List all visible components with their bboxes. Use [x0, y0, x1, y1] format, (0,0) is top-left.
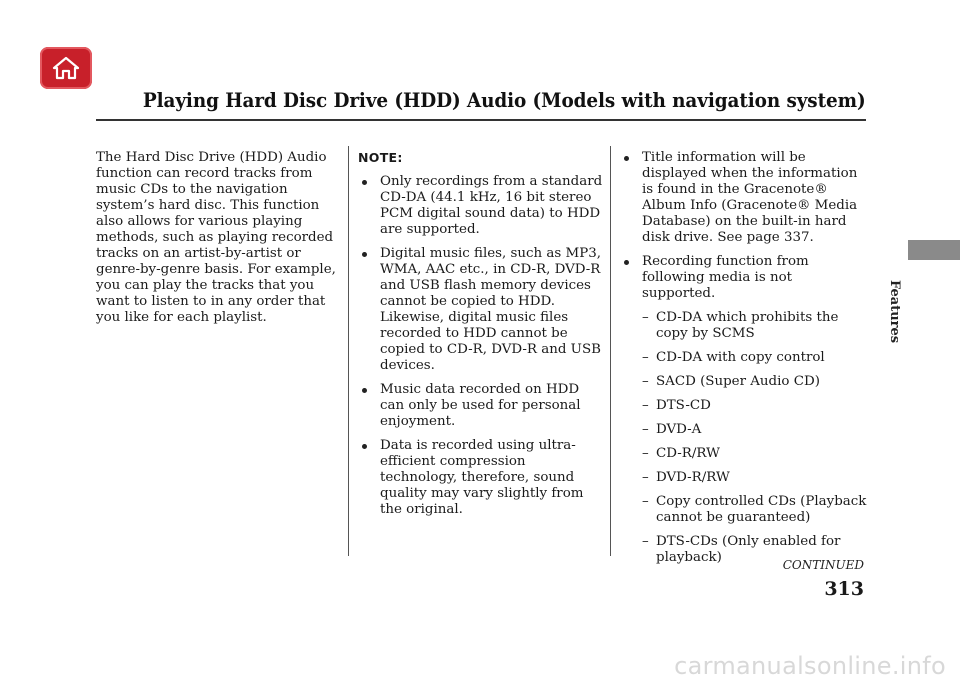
note-bullet: Digital music files, such as MP3, WMA, AAC etc., in CD-R, DVD-R and USB flash memory devices cannot be copied to HDD. Likewise, digital music files recorded to HDD cannot be copied to CD-R, DVD-R and USB devices.: [358, 246, 606, 374]
home-button[interactable]: [40, 47, 92, 89]
home-icon: [51, 55, 81, 81]
continued-label: CONTINUED: [782, 558, 864, 572]
page-number: 313: [824, 578, 864, 600]
section-tab-label: Features: [887, 280, 902, 344]
unsupported-media-item: – Copy controlled CDs (Playback cannot be guaranteed): [620, 494, 868, 526]
column-intro: [96, 150, 344, 326]
column-divider: [610, 146, 611, 556]
info-bullet: Recording function from following media is not supported.: [620, 254, 868, 302]
column-info: [620, 150, 868, 574]
header-rule: [96, 119, 866, 121]
note-bullet: Only recordings from a standard CD-DA (44.1 kHz, 16 bit stereo PCM digital sound data) to HDD are supported.: [358, 174, 606, 238]
section-tab[interactable]: [908, 240, 960, 260]
unsupported-media-item: – CD-DA which prohibits the copy by SCMS: [620, 310, 868, 342]
unsupported-media-item: – CD-DA with copy control: [620, 350, 868, 366]
intro-paragraph: The Hard Disc Drive (HDD) Audio function can record tracks from music CDs to the navigation system’s hard disc. This function also allows for various playing methods, such as playing recorded tracks on an artist-by-artist or genre-by-genre basis. For example, you can play the tracks that you want to listen to in any order that you like for each playlist.: [96, 150, 336, 325]
column-notes: [358, 150, 606, 526]
unsupported-media-item: – SACD (Super Audio CD): [620, 374, 868, 390]
info-bullet: Title information will be displayed when the information is found in the Gracenote® Album Info (Gracenote® Media Database) on the built-in hard disk drive. See page 337.: [620, 150, 868, 246]
note-label: NOTE:: [358, 150, 403, 165]
unsupported-media-item: – DTS-CD: [620, 398, 868, 414]
note-bullet: Music data recorded on HDD can only be used for personal enjoyment.: [358, 382, 606, 430]
note-bullet: Data is recorded using ultra-efficient compression technology, therefore, sound quality may vary slightly from the original.: [358, 438, 606, 518]
unsupported-media-item: – CD-R/RW: [620, 446, 868, 462]
watermark: carmanualsonline.info: [674, 652, 946, 680]
unsupported-media-item: – DVD-R/RW: [620, 470, 868, 486]
page-title: Playing Hard Disc Drive (HDD) Audio (Models with navigation system): [143, 88, 866, 112]
unsupported-media-item: – DVD-A: [620, 422, 868, 438]
column-divider: [348, 146, 349, 556]
unsupported-media-item: – DTS-CDs (Only enabled for playback): [620, 534, 868, 566]
